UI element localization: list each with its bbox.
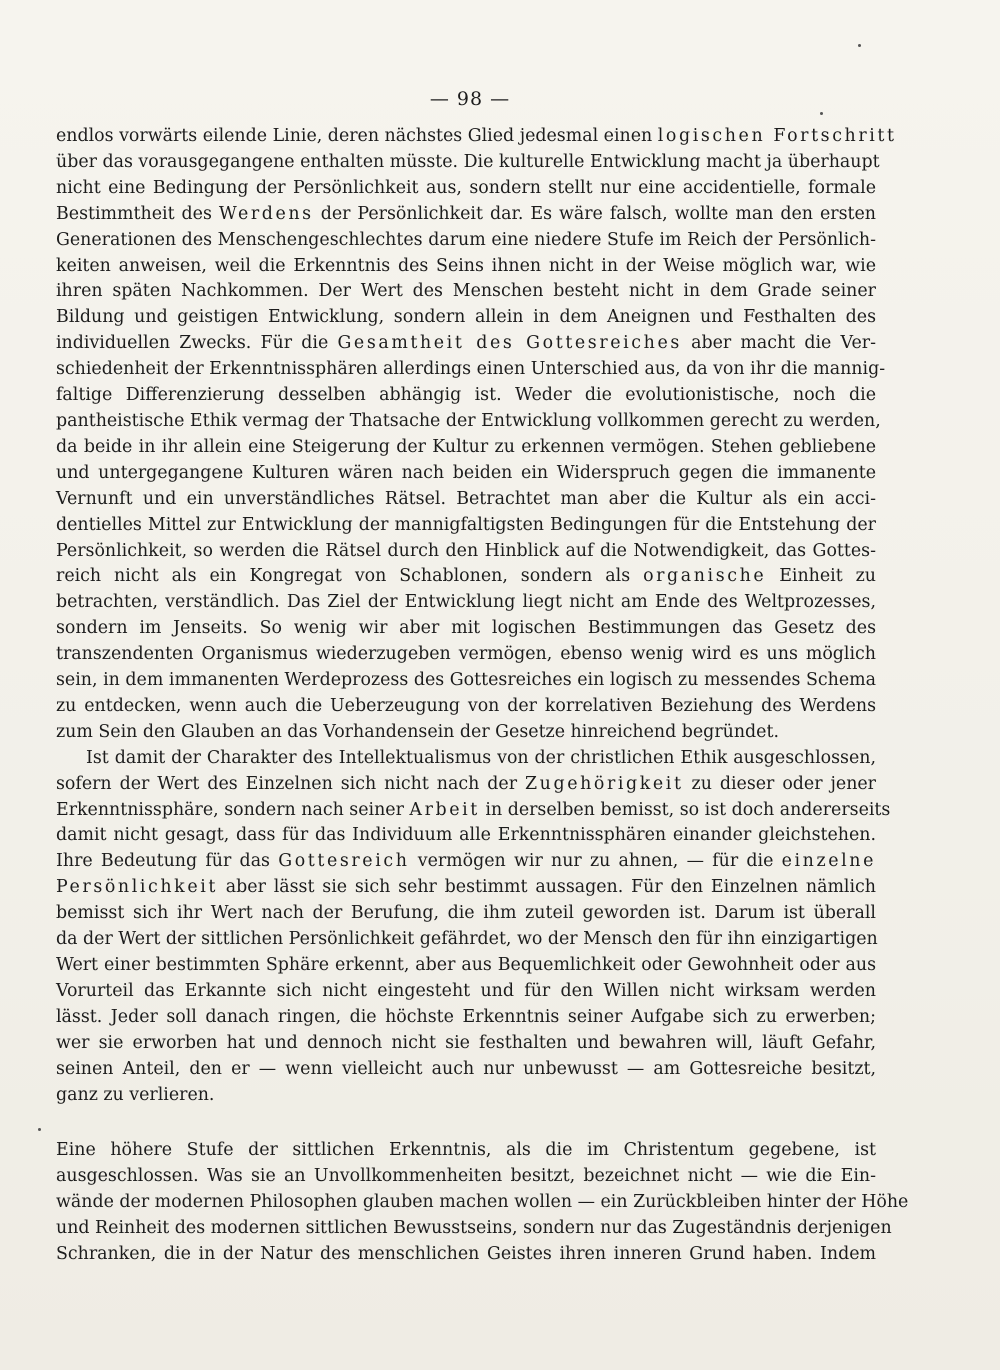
text-line: und untergegangene Kulturen wären nach beiden ein Widerspruch gegen die immanente <box>56 462 876 483</box>
text-line: Persönlichkeit aber lässt sie sich sehr bestimmt aussagen. Für den Einzelnen nämlich <box>56 877 876 898</box>
main-text-block <box>56 124 897 1108</box>
spaced-emphasis: Persönlichkeit <box>56 877 218 898</box>
text-line: dentielles Mittel zur Entwicklung der mannigfaltigsten Bedingungen für die Entstehung der <box>56 514 876 535</box>
text-line: Bildung und geistigen Entwicklung, sondern allein in dem Aneignen und Festhalten des <box>56 307 876 328</box>
text-line: schiedenheit der Erkenntnissphären allerdings einen Unterschied aus, da von ihr die mannig- <box>56 359 886 380</box>
paragraph-2 <box>56 746 891 1109</box>
spaced-emphasis: Zugehörigkeit <box>524 773 684 794</box>
text-line: Persönlichkeit, so werden die Rätsel durch den Hinblick auf die Notwendigkeit, das Gottes- <box>56 540 876 561</box>
spaced-emphasis: einzelne <box>781 851 876 872</box>
text-line: da beide in ihr allein eine Steigerung der Kultur zu erkennen vermögen. Stehen gebliebene <box>56 436 876 457</box>
text-line: transzendenten Organismus wiederzugeben vermögen, ebenso wenig wird es uns möglich <box>56 644 876 665</box>
spaced-emphasis: Gesamtheit des Gottesreiches <box>337 333 682 354</box>
text-line: ihren späten Nachkommen. Der Wert des Menschen besteht nicht in dem Grade seiner <box>56 281 876 302</box>
spaced-emphasis: Werdens <box>218 203 314 224</box>
text-line: betrachten, verständlich. Das Ziel der Entwicklung liegt nicht am Ende des Weltprozesses, <box>56 592 876 613</box>
text-line: ausgeschlossen. Was sie an Unvollkommenheiten besitzt, bezeichnet nicht — wie die Ein- <box>56 1165 876 1186</box>
scan-speck <box>858 44 861 47</box>
text-line: wände der modernen Philosophen glauben machen wollen — ein Zurückbleiben hinter der Höhe <box>56 1191 909 1212</box>
spaced-emphasis: logischen Fortschritt <box>657 126 897 146</box>
text-line: damit nicht gesagt, dass für das Individuum alle Erkenntnissphären einander gleichstehen. <box>56 825 876 846</box>
text-line: Eine höhere Stufe der sittlichen Erkenntnis, als die im Christentum gegebene, ist <box>56 1140 876 1160</box>
scan-speck <box>38 1128 41 1131</box>
text-line: zu entdecken, wenn auch die Ueberzeugung von der korrelativen Beziehung des Werdens <box>56 695 876 716</box>
text-line: Erkenntnissphäre, sondern nach seiner Arbeit in derselben bemisst, so ist doch andererseits <box>56 799 891 820</box>
text-line: Schranken, die in der Natur des menschlichen Geistes ihren inneren Grund haben. Indem <box>56 1243 876 1264</box>
text-line: nicht eine Bedingung der Persönlichkeit aus, sondern stellt nur eine accidentielle, formale <box>56 177 876 198</box>
text-line: seinen Anteil, den er — wenn vielleicht auch nur unbewusst — am Gottesreiche besitzt, <box>56 1058 876 1079</box>
text-line: zum Sein den Glauben an das Vorhandensein der Gesetze hinreichend begründet. <box>56 721 779 742</box>
text-line: bemisst sich ihr Wert nach der Berufung, die ihm zuteil geworden ist. Darum ist überall <box>56 903 876 924</box>
text-line: über das vorausgegangene enthalten müsste. Die kulturelle Entwicklung macht ja überhaupt <box>56 151 880 172</box>
text-line: pantheistische Ethik vermag der Thatsache der Entwicklung vollkommen gerecht zu werden, <box>56 410 881 431</box>
text-line: faltige Differenzierung desselben abhängig ist. Weder die evolutionistische, noch die <box>56 385 876 406</box>
spaced-emphasis: Gottesreich <box>278 851 410 872</box>
text-line: keiten anweisen, weil die Erkenntnis des Seins ihnen nicht in der Weise möglich war, wie <box>56 255 876 276</box>
text-line: Wert einer bestimmten Sphäre erkennt, aber aus Bequemlichkeit oder Gewohnheit oder aus <box>56 955 876 975</box>
text-line: Generationen des Menschengeschlechtes darum eine niedere Stufe im Reich der Persönlich- <box>56 229 876 250</box>
text-line: Ihre Bedeutung für das Gottesreich vermögen wir nur zu ahnen, — für die einzelne <box>56 851 876 872</box>
text-line: Ist damit der Charakter des Intellektualismus von der christlichen Ethik ausgeschlossen, <box>86 747 876 768</box>
scan-speck <box>820 112 823 115</box>
spaced-emphasis: organische <box>643 566 767 587</box>
text-line: reich nicht als ein Kongregat von Schablonen, sondern als organische Einheit zu <box>56 566 877 587</box>
paragraph-3-block <box>56 1138 909 1268</box>
text-line: sondern im Jenseits. So wenig wir aber mit logischen Bestimmungen das Gesetz des <box>56 618 876 639</box>
paragraph-1 <box>56 124 897 746</box>
text-line: und Reinheit des modernen sittlichen Bewusstseins, sondern nur das Zugeständnis derjenigen <box>56 1217 892 1238</box>
text-line: endlos vorwärts eilende Linie, deren nächstes Glied jedesmal einen logischen Fortschritt <box>56 126 897 146</box>
text-line: sofern der Wert des Einzelnen sich nicht nach der Zugehörigkeit zu dieser oder jener <box>56 773 876 794</box>
text-line: Bestimmtheit des Werdens der Persönlichkeit dar. Es wäre falsch, wollte man den ersten <box>56 203 877 224</box>
text-line: Vernunft und ein unverständliches Rätsel. Betrachtet man aber die Kultur als ein acci- <box>56 488 876 509</box>
paragraph-3 <box>56 1138 909 1268</box>
text-line: wer sie erworben hat und dennoch nicht sie festhalten und bewahren will, läuft Gefahr, <box>56 1032 876 1053</box>
text-line: Vorurteil das Erkannte sich nicht eingesteht und für den Willen nicht wirksam werden <box>56 980 876 1001</box>
text-line: sein, in dem immanenten Werdeprozess des Gottesreiches ein logisch zu messendes Schema <box>56 670 876 691</box>
spaced-emphasis: Arbeit <box>409 799 480 820</box>
text-line: individuellen Zwecks. Für die Gesamtheit des Gottesreiches aber macht die Ver- <box>56 333 876 354</box>
text-line: da der Wert der sittlichen Persönlichkeit gefährdet, wo der Mensch den für ihn einzigartigen <box>56 929 878 950</box>
text-line: ganz zu verlieren. <box>56 1084 215 1105</box>
text-line: lässt. Jeder soll danach ringen, die höchste Erkenntnis seiner Aufgabe sich zu erwerben; <box>56 1006 876 1027</box>
page-number: — 98 — <box>429 88 511 110</box>
